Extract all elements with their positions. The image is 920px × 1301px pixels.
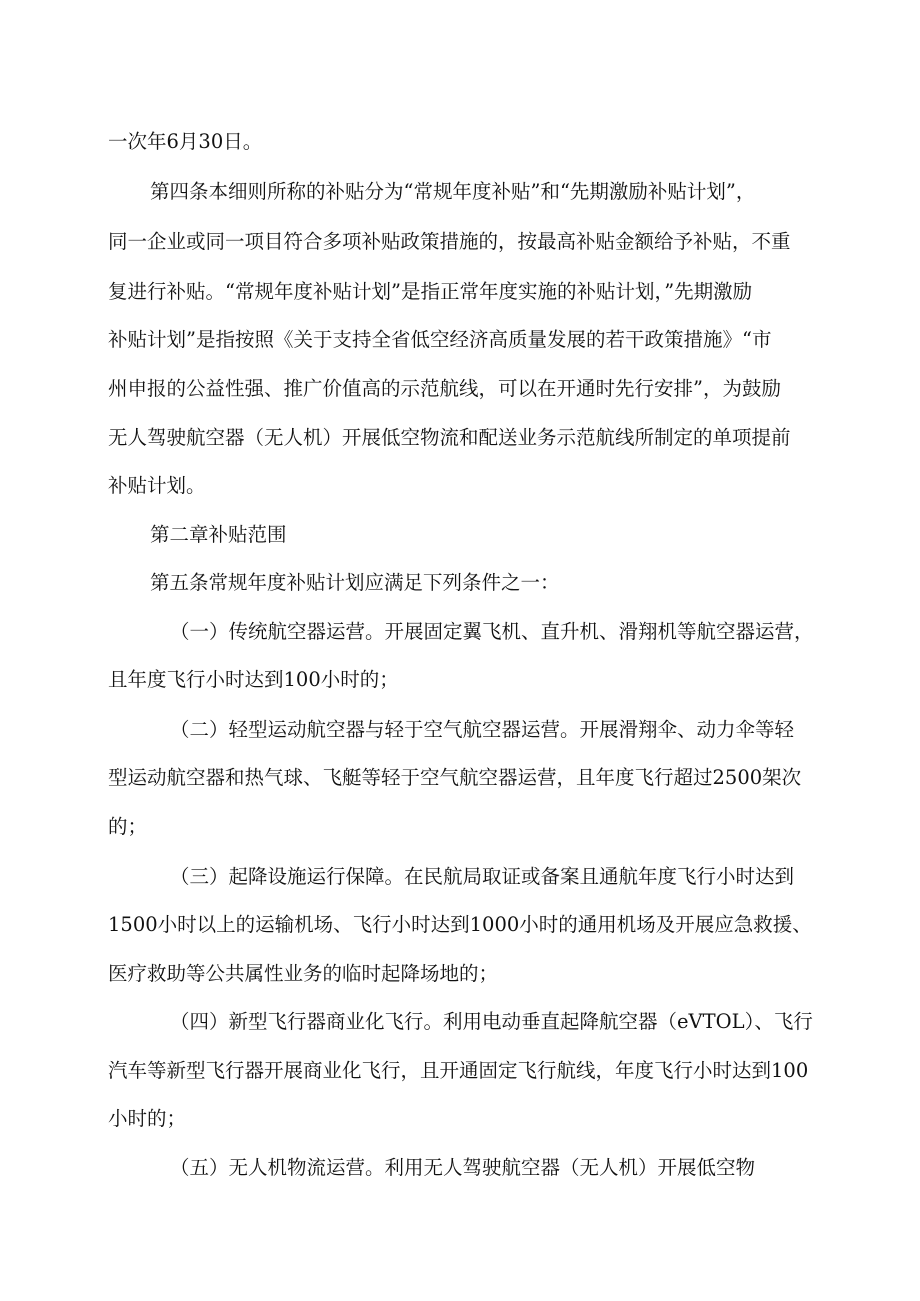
text-line: 小时的； [108, 1107, 187, 1130]
text-line: （四）新型飞行器商业化飞行。利用电动垂直起降航空器（eVTOL）、飞行 [170, 1010, 813, 1033]
text-line: （五）无人机物流运营。利用无人驾驶航空器（无人机）开展低空物 [170, 1156, 756, 1179]
text-line: 一次年6月30日。 [108, 130, 263, 153]
text-line: 的； [108, 815, 148, 838]
text-line: 第四条本细则所称的补贴分为“常规年度补贴”和“先期激励补贴计划”， [150, 180, 756, 203]
text-line: 汽车等新型飞行器开展商业化飞行，且开通固定飞行航线，年度飞行小时达到100 [108, 1059, 809, 1082]
text-line: 补贴计划”是指按照《关于支持全省低空经济高质量发展的若干政策措施》“市 [108, 328, 772, 351]
text-line: 第五条常规年度补贴计划应满足下列条件之一： [150, 571, 560, 594]
text-line: （三）起降设施运行保障。在民航局取证或备案且通航年度飞行小时达到 [170, 865, 795, 888]
text-line: 医疗救助等公共属性业务的临时起降场地的； [108, 962, 499, 985]
text-line: 州申报的公益性强、推广价值高的示范航线，可以在开通时先行安排”，为鼓励 [108, 377, 781, 400]
text-line: 无人驾驶航空器（无人机）开展低空物流和配送业务示范航线所制定的单项提前 [108, 426, 791, 449]
text-line: 且年度飞行小时达到100小时的； [108, 668, 399, 691]
text-line: （一）传统航空器运营。开展固定翼飞机、直升机、滑翔机等航空器运营， [170, 620, 814, 643]
text-line: 型运动航空器和热气球、飞艇等轻于空气航空器运营，且年度飞行超过2500架次 [108, 766, 802, 789]
section-heading: 第二章补贴范围 [150, 523, 287, 546]
text-line: 补贴计划。 [108, 474, 206, 497]
text-line: 复进行补贴。“常规年度补贴计划”是指正常年度实施的补贴计划，”先期激励 [108, 280, 753, 303]
text-line: 1500小时以上的运输机场、飞行小时达到1000小时的通用机场及开展应急救援、 [108, 913, 812, 936]
text-line: 同一企业或同一项目符合多项补贴政策措施的，按最高补贴金额给予补贴，不重 [108, 230, 791, 253]
text-line: （二）轻型运动航空器与轻于空气航空器运营。开展滑翔伞、动力伞等轻 [170, 718, 795, 741]
